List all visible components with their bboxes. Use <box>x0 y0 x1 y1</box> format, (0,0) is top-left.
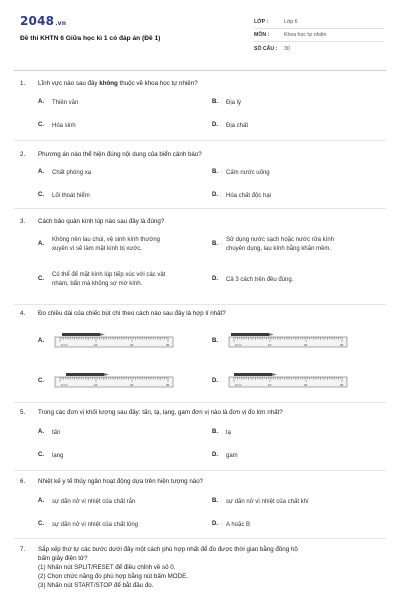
question-separator <box>14 304 386 305</box>
question-number: 5. <box>20 409 26 416</box>
question-separator <box>14 402 386 403</box>
svg-text:0 cm: 0 cm <box>235 383 242 387</box>
question-text: Phương án nào thể hiện đúng nội dung của biển cảnh báo? <box>38 151 202 158</box>
option-c[interactable]: C. Lối thoát hiểm <box>38 192 90 199</box>
ruler-image-b <box>228 332 348 348</box>
question-4 <box>20 310 382 387</box>
question-separator <box>14 470 386 471</box>
question-1 <box>20 80 382 129</box>
svg-text:20: 20 <box>304 343 308 347</box>
question-number: 6. <box>20 478 26 485</box>
question-separator <box>14 538 386 539</box>
option-c[interactable]: C. Hóa sinh <box>38 122 76 129</box>
option-a[interactable]: A. Không nên lau chùi, vệ sinh kính thường xuyên vì sẽ làm mặt kính bị xước. <box>38 237 161 252</box>
question-text: Đo chiều dài của chiếc bút chì theo cách nào sau đây là hợp lí nhất? <box>38 310 226 317</box>
svg-text:20: 20 <box>130 343 134 347</box>
step-3: (3) Nhấn nút START/STOP để bắt đầu đo. <box>38 581 154 589</box>
option-d[interactable]: D. Hóa chất độc hại <box>212 192 272 199</box>
option-a[interactable]: A. tấn <box>38 429 61 436</box>
header-divider <box>14 70 386 71</box>
question-text: Nhiệt kế y tế thủy ngân hoạt động dựa trên hiện tượng nào? <box>38 478 204 485</box>
option-a[interactable]: A. Thiên văn <box>38 99 79 106</box>
svg-text:10: 10 <box>268 383 272 387</box>
svg-text:0 cm: 0 cm <box>61 343 68 347</box>
step-1: (1) Nhấn nút SPLIT/RESET để điều chỉnh về số 0. <box>38 563 176 571</box>
option-a[interactable]: A. Chất phóng xạ <box>38 169 92 176</box>
option-b[interactable]: B. tạ <box>212 429 232 436</box>
question-separator <box>14 140 386 141</box>
question-7 <box>20 546 382 591</box>
option-d[interactable]: D. Cả 3 cách trên đều đúng. <box>212 276 294 283</box>
svg-text:30: 30 <box>166 383 170 387</box>
question-text: Lĩnh vực nào sau đây không thuộc về khoa học tự nhiên? <box>38 80 198 87</box>
option-a[interactable]: A. sự dãn nở vì nhiệt của chất rắn <box>38 498 136 505</box>
option-a[interactable]: A. <box>38 338 44 344</box>
question-text: Cách bảo quản kính lúp nào sau đây là đúng? <box>38 218 165 225</box>
question-3 <box>20 218 382 287</box>
option-c[interactable]: C. Có thể để mặt kính lúp tiếp xúc với các vật nhám, bẩn mà không sợ mờ kính. <box>38 272 166 287</box>
option-c[interactable]: C. sự dãn nở vì nhiệt của chất lỏng <box>38 521 139 528</box>
option-d[interactable]: D. gam <box>212 452 238 459</box>
option-b[interactable]: B. Sử dụng nước sạch hoặc nước rửa kính chuyên dụng, lau kính bằng khăn mềm. <box>212 237 334 252</box>
question-number: 1. <box>20 80 26 87</box>
question-2 <box>20 151 382 199</box>
option-d[interactable]: D. <box>212 378 218 384</box>
option-c[interactable]: C. lạng <box>38 452 64 459</box>
question-6 <box>20 478 382 528</box>
meta-table <box>254 16 384 55</box>
option-b[interactable]: B. Địa lý <box>212 99 242 106</box>
svg-text:30: 30 <box>340 383 344 387</box>
site-logo[interactable]: 2048.vn <box>20 14 67 28</box>
option-d[interactable]: D. A hoặc B <box>212 521 251 528</box>
ruler-image-c <box>54 372 174 388</box>
option-c[interactable]: C. <box>38 378 44 384</box>
question-separator <box>14 208 386 209</box>
svg-text:0 cm: 0 cm <box>235 343 242 347</box>
svg-text:30: 30 <box>340 343 344 347</box>
option-b[interactable]: B. Cấm nước uống <box>212 169 270 176</box>
svg-text:10: 10 <box>94 343 98 347</box>
page-header <box>20 14 382 64</box>
question-number: 7. <box>20 546 26 553</box>
document-title: Đề thi KHTN 6 Giữa học kì 1 có đáp án (Đề 1) <box>20 35 161 42</box>
question-number: 2. <box>20 151 26 158</box>
svg-text:20: 20 <box>304 383 308 387</box>
svg-text:10: 10 <box>94 383 98 387</box>
step-2: (2) Chọn chức năng đo phù hợp bằng nút bấm MODE. <box>38 572 188 580</box>
svg-text:20: 20 <box>130 383 134 387</box>
meta-row-subject: MÔN : Khoa học tự nhiên <box>254 29 384 42</box>
ruler-image-d <box>228 372 348 388</box>
option-b[interactable]: B. <box>212 338 218 344</box>
question-text: Trong các đơn vị khối lượng sau đây: tấn, tạ, lạng, gam đơn vị nào là đơn vị đo lớn nhất? <box>38 409 283 416</box>
option-b[interactable]: B. sự dãn nở vì nhiệt của chất khí <box>212 498 309 505</box>
svg-text:10: 10 <box>268 343 272 347</box>
svg-text:30: 30 <box>166 343 170 347</box>
question-5 <box>20 409 382 459</box>
meta-row-count: SỐ CÂU : 30 <box>254 45 290 52</box>
question-text: Sắp xếp thứ tự các bước dưới đây một cách phù hợp nhất để đo được thời gian bằng đồng hồ bấm giây điện tử? (1) Nhấn nút SPLIT/RESET để điều chỉnh về số 0. (2) Chọn chức năng đo phù hợp bằng nút bấm MODE. (3) Nhấn nút START/STOP để bắt đầu đo. <box>38 546 298 589</box>
svg-text:0 cm: 0 cm <box>61 383 68 387</box>
question-number: 3. <box>20 218 26 225</box>
question-number: 4. <box>20 310 26 317</box>
meta-row-grade: LỚP : Lớp 6 <box>254 16 384 29</box>
option-d[interactable]: D. Địa chất <box>212 122 249 129</box>
ruler-image-a <box>54 332 174 348</box>
